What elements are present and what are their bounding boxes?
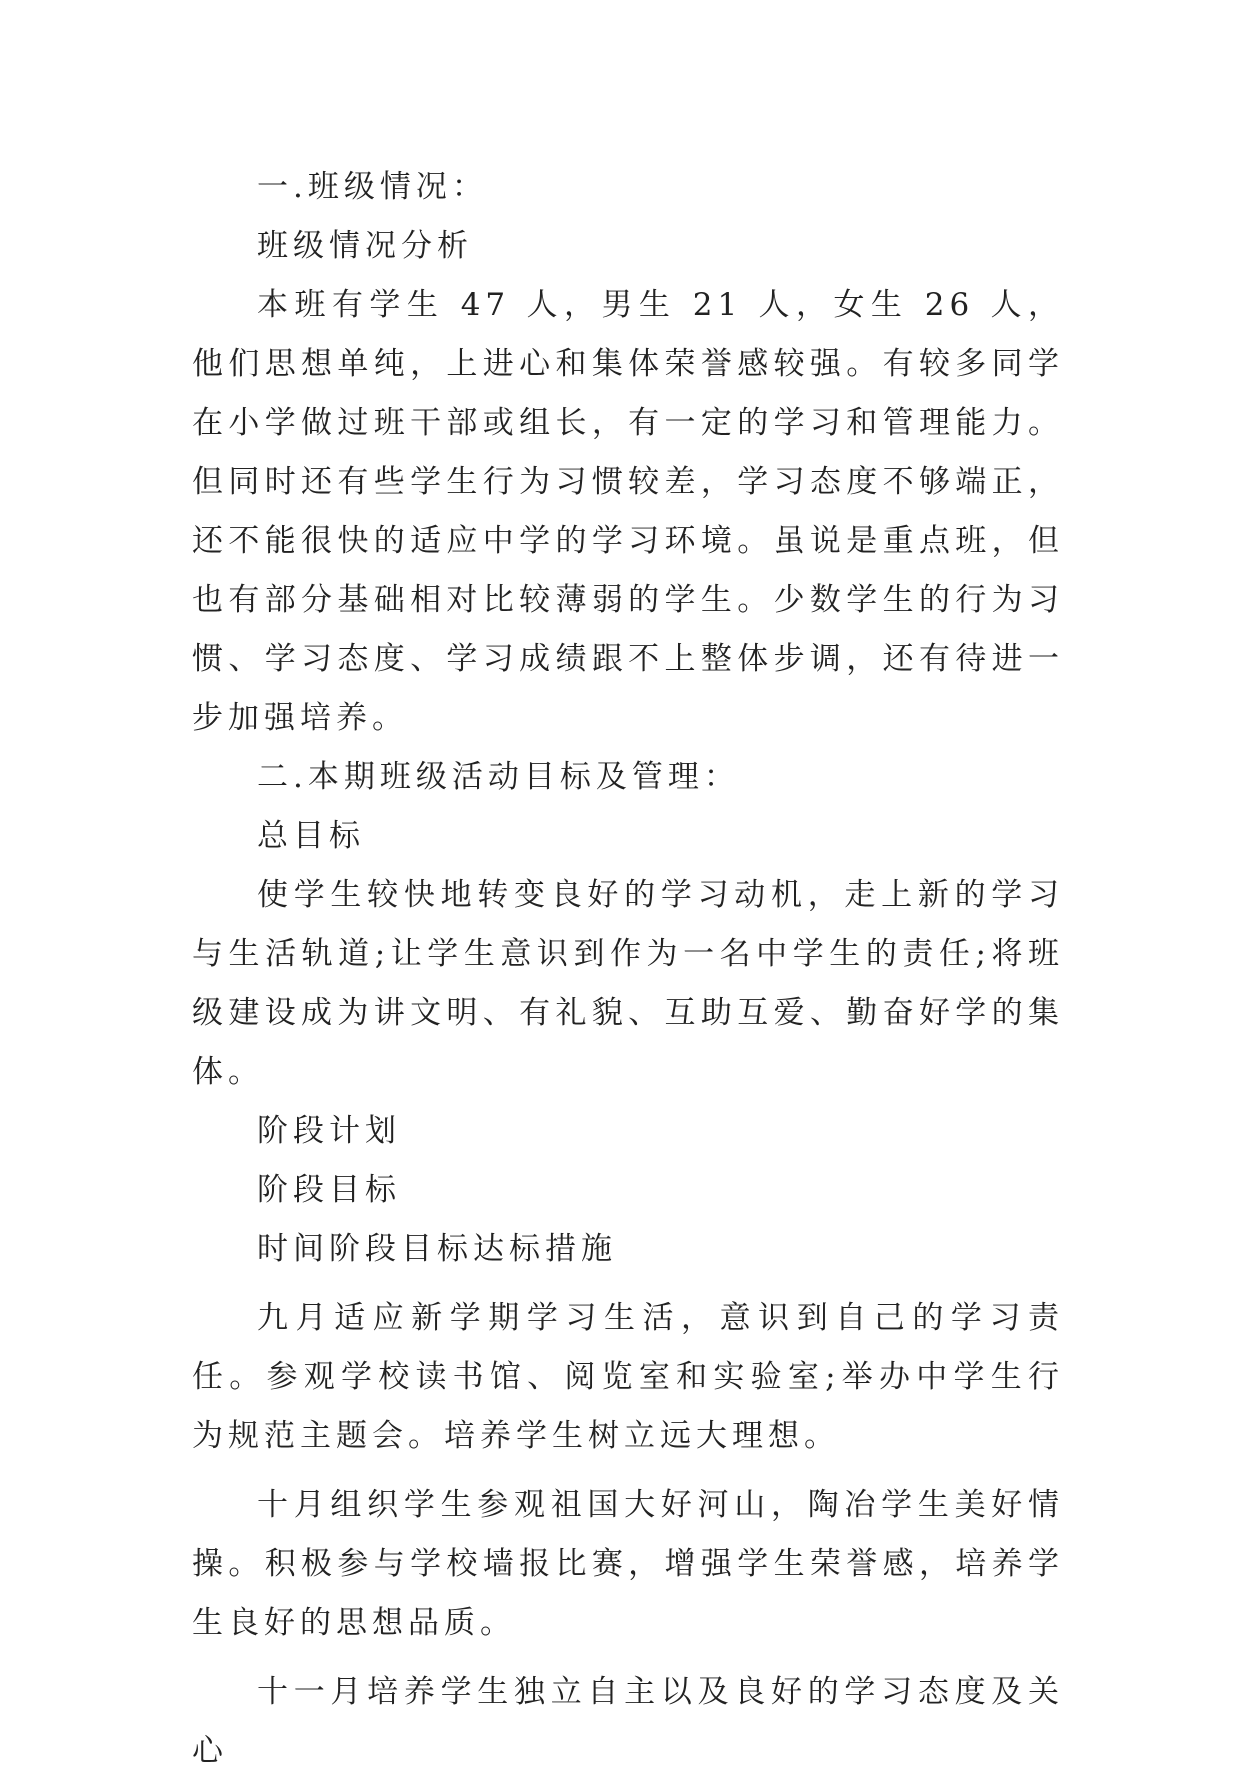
paragraph-november: 十一月培养学生独立自主以及良好的学习态度及关心: [192, 1674, 1064, 1769]
document-body: [192, 158, 1064, 1781]
subheading-stage-goal: 阶段目标: [257, 1172, 401, 1208]
paragraph-class-description: 本班有学生 47 人，男生 21 人，女生 26 人，他们思想单纯，上进心和集体荣誉感较强。有较多同学在小学做过班干部或组长，有一定的学习和管理能力。但同时还有些学生行为习惯较差，学习态度不够端正，还不能很快的适应中学的学习环境。虽说是重点班，但也有部分基础相对比较薄弱的学生。少数学生的行为习惯、学习态度、学习成绩跟不上整体步调，还有待进一步加强培养。: [192, 287, 1064, 736]
subheading-stage-plan: 阶段计划: [257, 1113, 401, 1149]
subheading-overall-goal: 总目标: [257, 818, 365, 854]
section-heading-goals-management: 二.本期班级活动目标及管理：: [257, 759, 740, 795]
paragraph-overall-goal: 使学生较快地转变良好的学习动机，走上新的学习与生活轨道;让学生意识到作为一名中学生的责任;将班级建设成为讲文明、有礼貌、互助互爱、勤奋好学的集体。: [192, 877, 1064, 1090]
subheading-time-stage-measures: 时间阶段目标达标措施: [257, 1231, 617, 1267]
subheading-class-analysis: 班级情况分析: [257, 228, 473, 264]
paragraph-october: 十月组织学生参观祖国大好河山，陶冶学生美好情操。积极参与学校墙报比赛，增强学生荣誉感，培养学生良好的思想品质。: [192, 1487, 1064, 1641]
section-heading-class-situation: 一.班级情况：: [257, 169, 488, 205]
paragraph-september: 九月适应新学期学习生活，意识到自己的学习责任。参观学校读书馆、阅览室和实验室;举办中学生行为规范主题会。培养学生树立远大理想。: [192, 1300, 1064, 1454]
